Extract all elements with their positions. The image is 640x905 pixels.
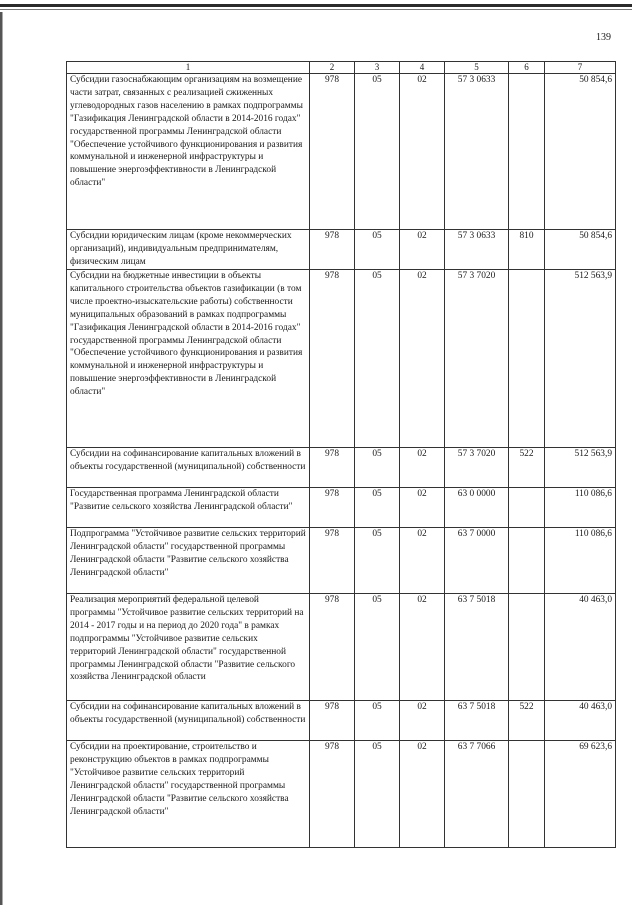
cell-expense-type: 522 [509,448,545,488]
cell-amount: 50 854,6 [545,74,616,230]
table-row [67,230,616,270]
cell-ministry-code: 978 [310,701,355,741]
row-description: Государственная программа Ленинградской области "Развитие сельского хозяйства Ленинградской области" [67,488,310,528]
table-row [67,270,616,448]
column-header: 3 [355,62,400,74]
cell-subsection: 02 [400,230,445,270]
table-row [67,488,616,528]
cell-expense-type [509,488,545,528]
cell-amount: 40 463,0 [545,701,616,741]
table-row [67,528,616,594]
cell-target-article: 63 7 0000 [445,528,509,594]
cell-ministry-code: 978 [310,594,355,701]
column-header: 5 [445,62,509,74]
column-header: 4 [400,62,445,74]
column-header: 6 [509,62,545,74]
cell-target-article: 63 0 0000 [445,488,509,528]
cell-expense-type: 522 [509,701,545,741]
cell-subsection: 02 [400,448,445,488]
cell-ministry-code: 978 [310,230,355,270]
cell-section: 05 [355,528,400,594]
cell-amount: 512 563,9 [545,270,616,448]
cell-section: 05 [355,488,400,528]
column-header: 1 [67,62,310,74]
cell-subsection: 02 [400,701,445,741]
cell-subsection: 02 [400,270,445,448]
row-description: Субсидии на бюджетные инвестиции в объекты капитального строительства объектов газификации (в том числе проектно-изыскательские работы) собственности муниципальных образований в рамках подпрограммы "Газификация Ленинградской области в 2014-2016 годах" государственной программы Ленинградской области "Обеспечение устойчивого функционирования и развития коммунальной и инженерной инфраструктуры и повышение энергоэффективности в Ленинградской области" [67,270,310,448]
budget-table [66,61,616,848]
cell-expense-type [509,741,545,848]
cell-subsection: 02 [400,741,445,848]
top-rule [0,4,632,7]
cell-subsection: 02 [400,528,445,594]
cell-expense-type [509,270,545,448]
cell-target-article: 57 3 0633 [445,230,509,270]
cell-target-article: 57 3 7020 [445,270,509,448]
cell-section: 05 [355,741,400,848]
cell-section: 05 [355,270,400,448]
cell-section: 05 [355,230,400,270]
table-row [67,741,616,848]
cell-target-article: 63 7 5018 [445,594,509,701]
cell-ministry-code: 978 [310,488,355,528]
cell-ministry-code: 978 [310,528,355,594]
cell-ministry-code: 978 [310,74,355,230]
row-description: Субсидии на софинансирование капитальных вложений в объекты государственной (муниципальной) собственности [67,701,310,741]
cell-target-article: 57 3 7020 [445,448,509,488]
cell-target-article: 63 7 5018 [445,701,509,741]
cell-amount: 40 463,0 [545,594,616,701]
cell-amount: 69 623,6 [545,741,616,848]
row-description: Субсидии юридическим лицам (кроме некоммерческих организаций), индивидуальным предпринимателям, физическим лицам [67,230,310,270]
cell-subsection: 02 [400,74,445,230]
row-description: Субсидии на софинансирование капитальных вложений в объекты государственной (муниципальной) собственности [67,448,310,488]
header-row [67,62,616,74]
table-row [67,701,616,741]
cell-amount: 50 854,6 [545,230,616,270]
table-row [67,74,616,230]
cell-amount: 512 563,9 [545,448,616,488]
column-header: 2 [310,62,355,74]
table-row [67,594,616,701]
row-description: Подпрограмма "Устойчивое развитие сельских территорий Ленинградской области" государственной программы Ленинградской области "Развитие сельского хозяйства Ленинградской области" [67,528,310,594]
row-description: Реализация мероприятий федеральной целевой программы "Устойчивое развитие сельских территорий на 2014 - 2017 годы и на период до 2020 года" в рамках подпрограммы "Устойчивое развитие сельских территорий Ленинградской области" государственной программы Ленинградской области "Развитие сельского хозяйства Ленинградской области [67,594,310,701]
table-row [67,448,616,488]
cell-target-article: 57 3 0633 [445,74,509,230]
cell-ministry-code: 978 [310,270,355,448]
cell-expense-type [509,528,545,594]
row-description: Субсидии на проектирование, строительство и реконструкцию объектов в рамках подпрограммы "Устойчивое развитие сельских территорий Ленинградской области" государственной программы Ленинградской области "Развитие сельского хозяйства Ленинградской области" [67,741,310,848]
cell-target-article: 63 7 7066 [445,741,509,848]
scan-edge [0,12,3,905]
cell-section: 05 [355,594,400,701]
column-header: 7 [545,62,616,74]
cell-section: 05 [355,74,400,230]
cell-expense-type [509,74,545,230]
top-rule-thin [0,9,632,10]
cell-amount: 110 086,6 [545,528,616,594]
cell-section: 05 [355,448,400,488]
cell-ministry-code: 978 [310,741,355,848]
cell-ministry-code: 978 [310,448,355,488]
cell-section: 05 [355,701,400,741]
cell-expense-type [509,594,545,701]
cell-expense-type: 810 [509,230,545,270]
cell-subsection: 02 [400,488,445,528]
cell-subsection: 02 [400,594,445,701]
cell-amount: 110 086,6 [545,488,616,528]
page-number: 139 [596,32,611,43]
row-description: Субсидии газоснабжающим организациям на возмещение части затрат, связанных с реализацией сжиженных углеводородных газов населению в рамках подпрограммы "Газификация Ленинградской области в 2014-2016 годах" государственной программы Ленинградской области "Обеспечение устойчивого функционирования и развития коммунальной и инженерной инфраструктуры и повышение энергоэффективности в Ленинградской области" [67,74,310,230]
